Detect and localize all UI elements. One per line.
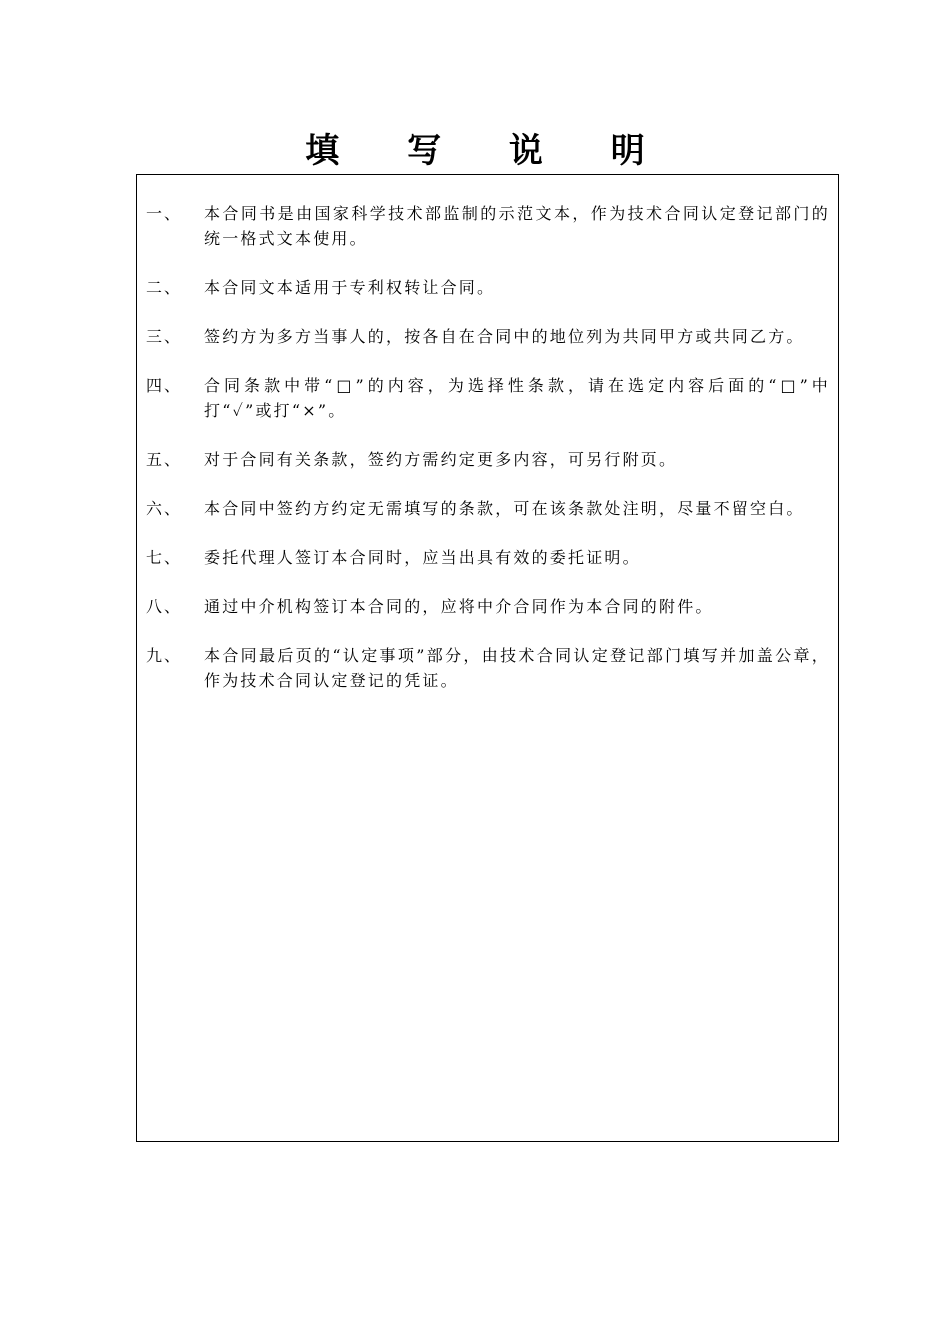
- item-text: 本合同书是由国家科学技术部监制的示范文本，作为技术合同认定登记部门的统一格式文本使用。: [204, 204, 830, 248]
- list-item: [146, 496, 830, 521]
- list-item: [146, 447, 830, 472]
- item-text: 签约方为多方当事人的，按各自在合同中的地位列为共同甲方或共同乙方。: [204, 327, 805, 346]
- item-number: 二、: [146, 278, 183, 297]
- item-number: 八、: [146, 597, 183, 616]
- page-title: 填 写 说 明: [305, 131, 673, 171]
- item-number: 六、: [146, 499, 183, 518]
- list-item: [146, 275, 830, 300]
- item-number: 七、: [146, 548, 183, 567]
- item-text: 本合同中签约方约定无需填写的条款，可在该条款处注明，尽量不留空白。: [204, 499, 805, 518]
- item-text: 通过中介机构签订本合同的，应将中介合同作为本合同的附件。: [204, 597, 714, 616]
- item-number: 九、: [146, 646, 183, 665]
- list-item: [146, 201, 830, 251]
- list-item: [146, 373, 830, 423]
- item-number: 三、: [146, 327, 183, 346]
- list-item: [146, 545, 830, 570]
- item-text: 本合同文本适用于专利权转让合同。: [204, 278, 496, 297]
- item-number: 五、: [146, 450, 183, 469]
- item-text: 委托代理人签订本合同时，应当出具有效的委托证明。: [204, 548, 641, 567]
- item-number: 四、: [146, 376, 183, 395]
- instruction-list: [146, 201, 830, 717]
- list-item: [146, 594, 830, 619]
- item-text: 对于合同有关条款，签约方需约定更多内容，可另行附页。: [204, 450, 678, 469]
- item-text: 合同条款中带“□”的内容，为选择性条款，请在选定内容后面的“□”中打“✓”或打“×”。: [204, 376, 830, 420]
- item-text: 本合同最后页的“认定事项”部分，由技术合同认定登记部门填写并加盖公章，作为技术合同认定登记的凭证。: [204, 646, 830, 690]
- list-item: [146, 324, 830, 349]
- item-number: 一、: [146, 204, 183, 223]
- list-item: [146, 643, 830, 693]
